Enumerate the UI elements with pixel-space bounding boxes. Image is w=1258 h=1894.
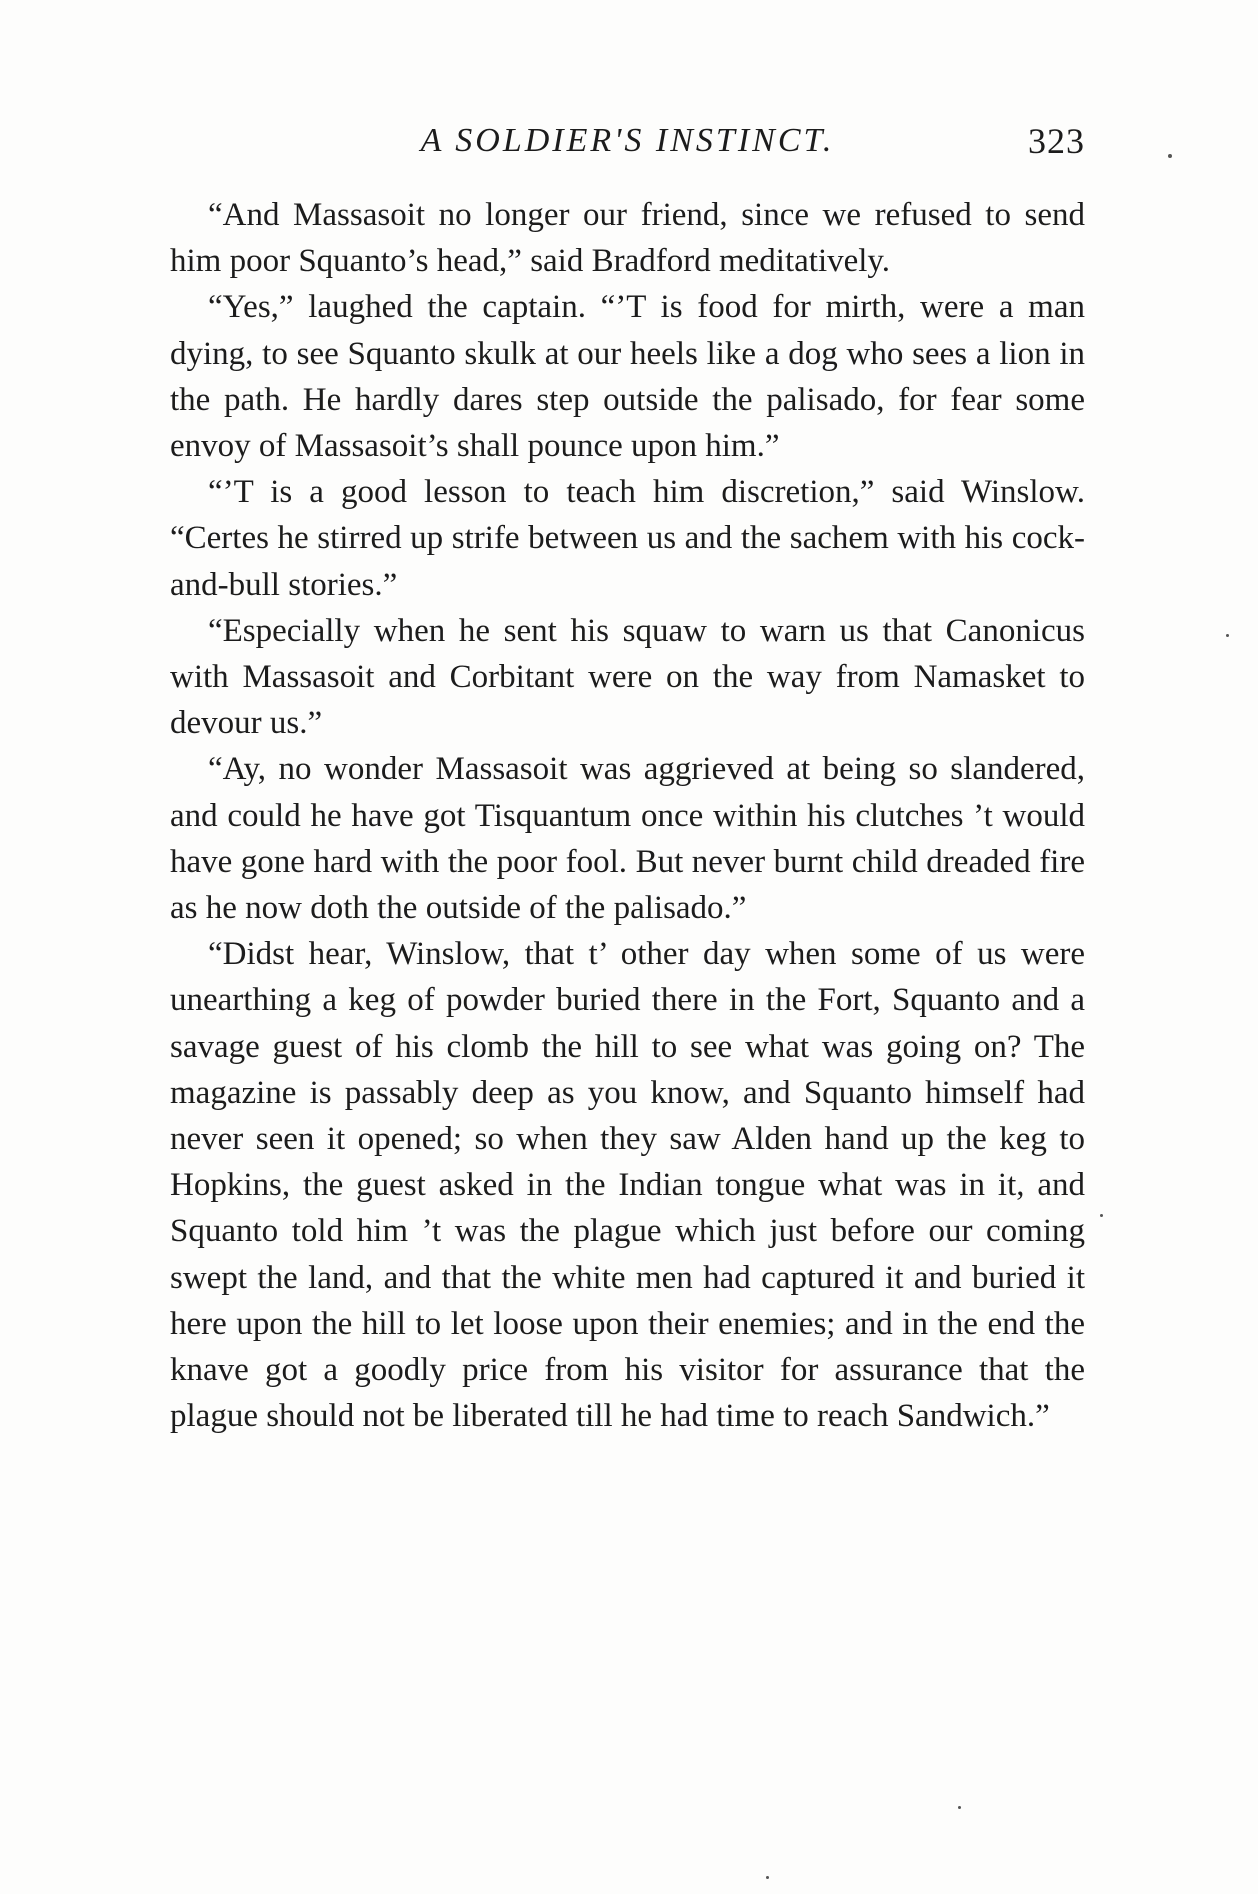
paragraph: “And Massasoit no longer our friend, since we refused to send him poor Squanto’s head,” said Bradford meditatively. — [170, 197, 1085, 280]
body-text — [170, 192, 1085, 1439]
scan-speck — [1226, 634, 1229, 637]
scan-speck — [1168, 154, 1172, 158]
page-header — [170, 118, 1085, 168]
running-title: A SOLDIER'S INSTINCT. — [420, 122, 835, 159]
scan-speck — [766, 1876, 769, 1879]
paragraph: “Ay, no wonder Massasoit was aggrieved at being so slandered, and could he have got Tisquantum once within his clutches ’t would have gone hard with the poor fool. But never burnt child dreaded fire as he now doth the outside of the palisado.” — [170, 751, 1085, 927]
paragraph: “’T is a good lesson to teach him discretion,” said Winslow. “Certes he stirred up strife between us and the sachem with his cock-and-bull stories.” — [170, 474, 1085, 603]
paragraph: “Especially when he sent his squaw to warn us that Canonicus with Massasoit and Corbitant were on the way from Namasket to devour us.” — [170, 612, 1085, 742]
paragraph: “Yes,” laughed the captain. “’T is food for mirth, were a man dying, to see Squanto skulk at our heels like a dog who sees a lion in the path. He hardly dares step outside the palisado, for fear some envoy of Massasoit’s shall pounce upon him.” — [170, 289, 1085, 465]
scan-speck — [958, 1806, 961, 1809]
paragraph: “Didst hear, Winslow, that t’ other day when some of us were unearthing a keg of powder buried there in the Fort, Squanto and a savage guest of his clomb the hill to see what was going on? The magazine is passably deep as you know, and Squanto himself had never seen it opened; so when they saw Alden hand up the keg to Hopkins, the guest asked in the Indian tongue what was in it, and Squanto told him ’t was the plague which just before our coming swept the land, and that the white men had captured it and buried it here upon the hill to let loose upon their enemies; and in the end the knave got a goodly price from his visitor for assurance that the plague should not be liberated till he had time to reach Sandwich.” — [170, 936, 1085, 1435]
scan-speck — [1100, 1214, 1103, 1217]
page-number: 323 — [1028, 121, 1085, 161]
